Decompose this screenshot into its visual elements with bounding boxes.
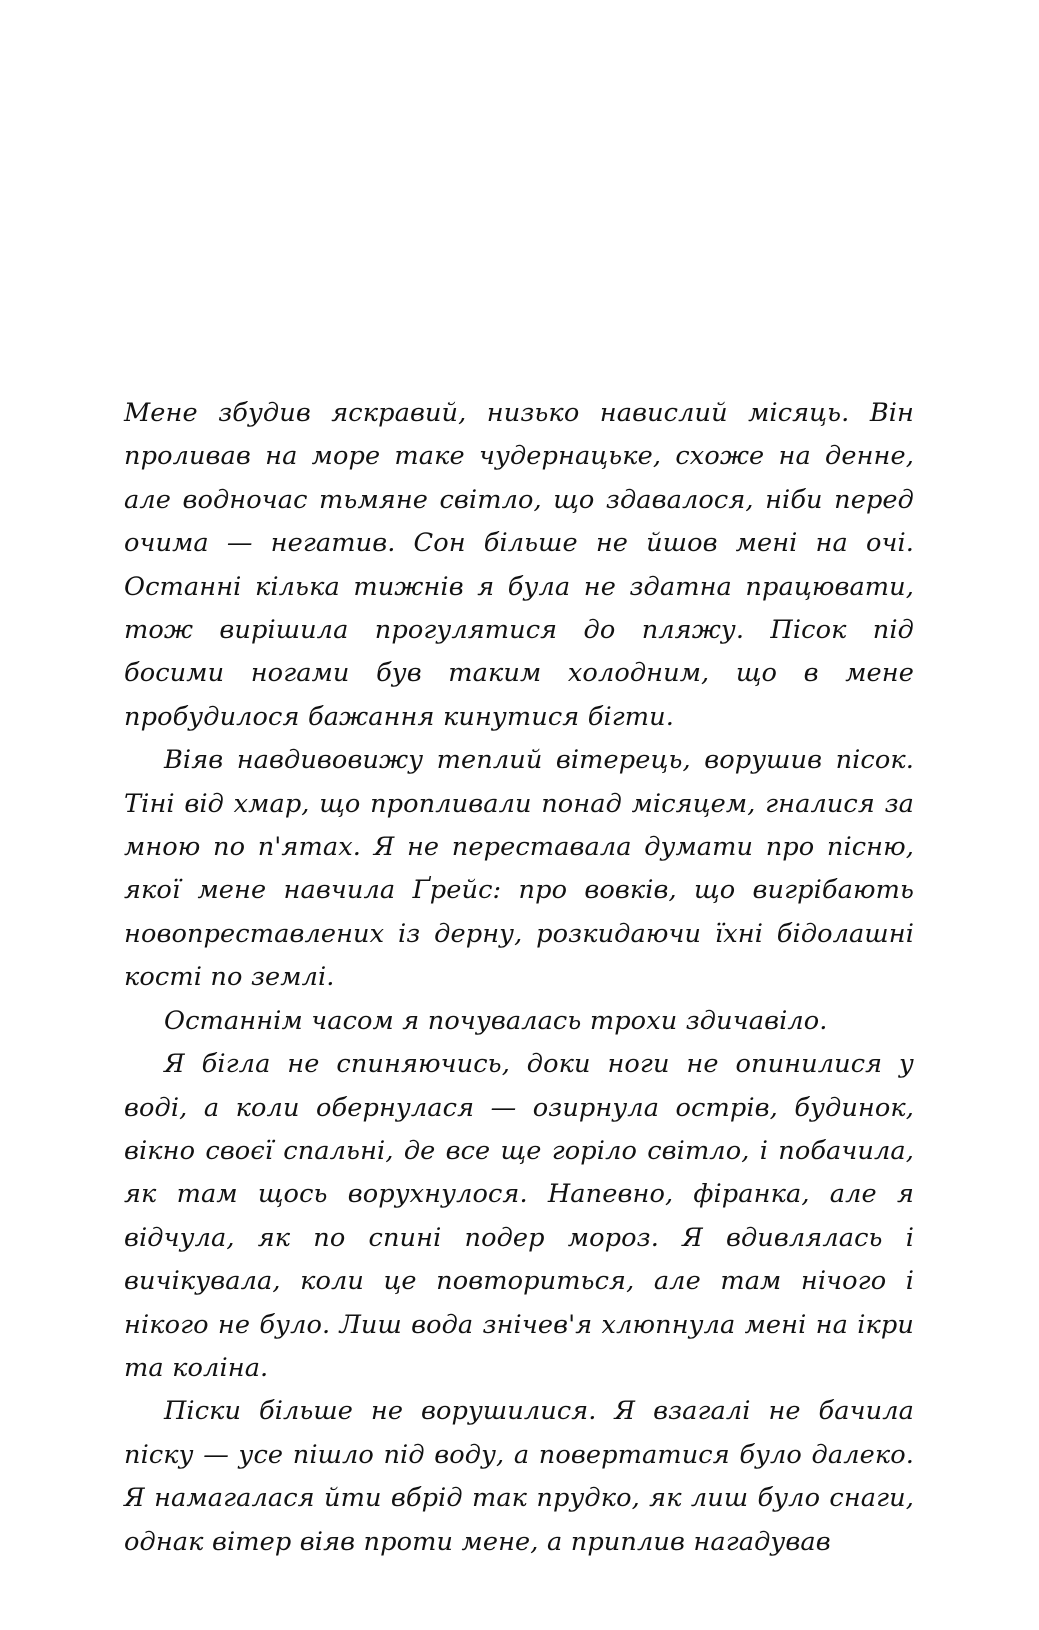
paragraph-3: Останнім часом я почувалась трохи здичавіло. (164, 1005, 828, 1036)
paragraph-2: Віяв навдивовижу теплий вітерець, ворушив пісок. Тіні від хмар, що пропливали понад місяцем, гналися за мною по п'ятах. Я не переставала думати про пісню, якої мене навчила Ґрейс: про вовків, що вигрібають новопреставлених із дерну, розкидаючи їхні бідолашні кості по землі. (124, 745, 914, 993)
body-text-block (124, 392, 914, 1564)
paragraph-5: Піски більше не ворушилися. Я взагалі не бачила піску — усе пішло під воду, а повертатися було далеко. Я намагалася йти вбрід так прудко, як лиш було снаги, однак вітер віяв проти мене, а приплив нагадував (124, 1396, 914, 1557)
paragraph-4: Я бігла не спиняючись, доки ноги не опинилися у воді, а коли обернулася — озирнула острів, будинок, вікно своєї спальні, де все ще горіло світло, і побачила, як там щось ворухнулося. Напевно, фіранка, але я відчула, як по спині подер мороз. Я вдивлялась і вичікувала, коли це повториться, але там нічого і нікого не було. Лиш вода знічев'я хлюпнула мені на ікри та коліна. (124, 1049, 914, 1383)
paragraph-1: Мене збудив яскравий, низько навислий місяць. Він проливав на море таке чудернацьке, схоже на денне, але водночас тьмяне світло, що здавалося, ніби перед очима — негатив. Сон більше не йшов мені на очі. Останні кілька тижнів я була не здатна працювати, тож вирішила прогулятися до пляжу. Пісок під босими ногами був таким холодним, що в мене пробудилося бажання кинутися бігти. (124, 398, 914, 732)
